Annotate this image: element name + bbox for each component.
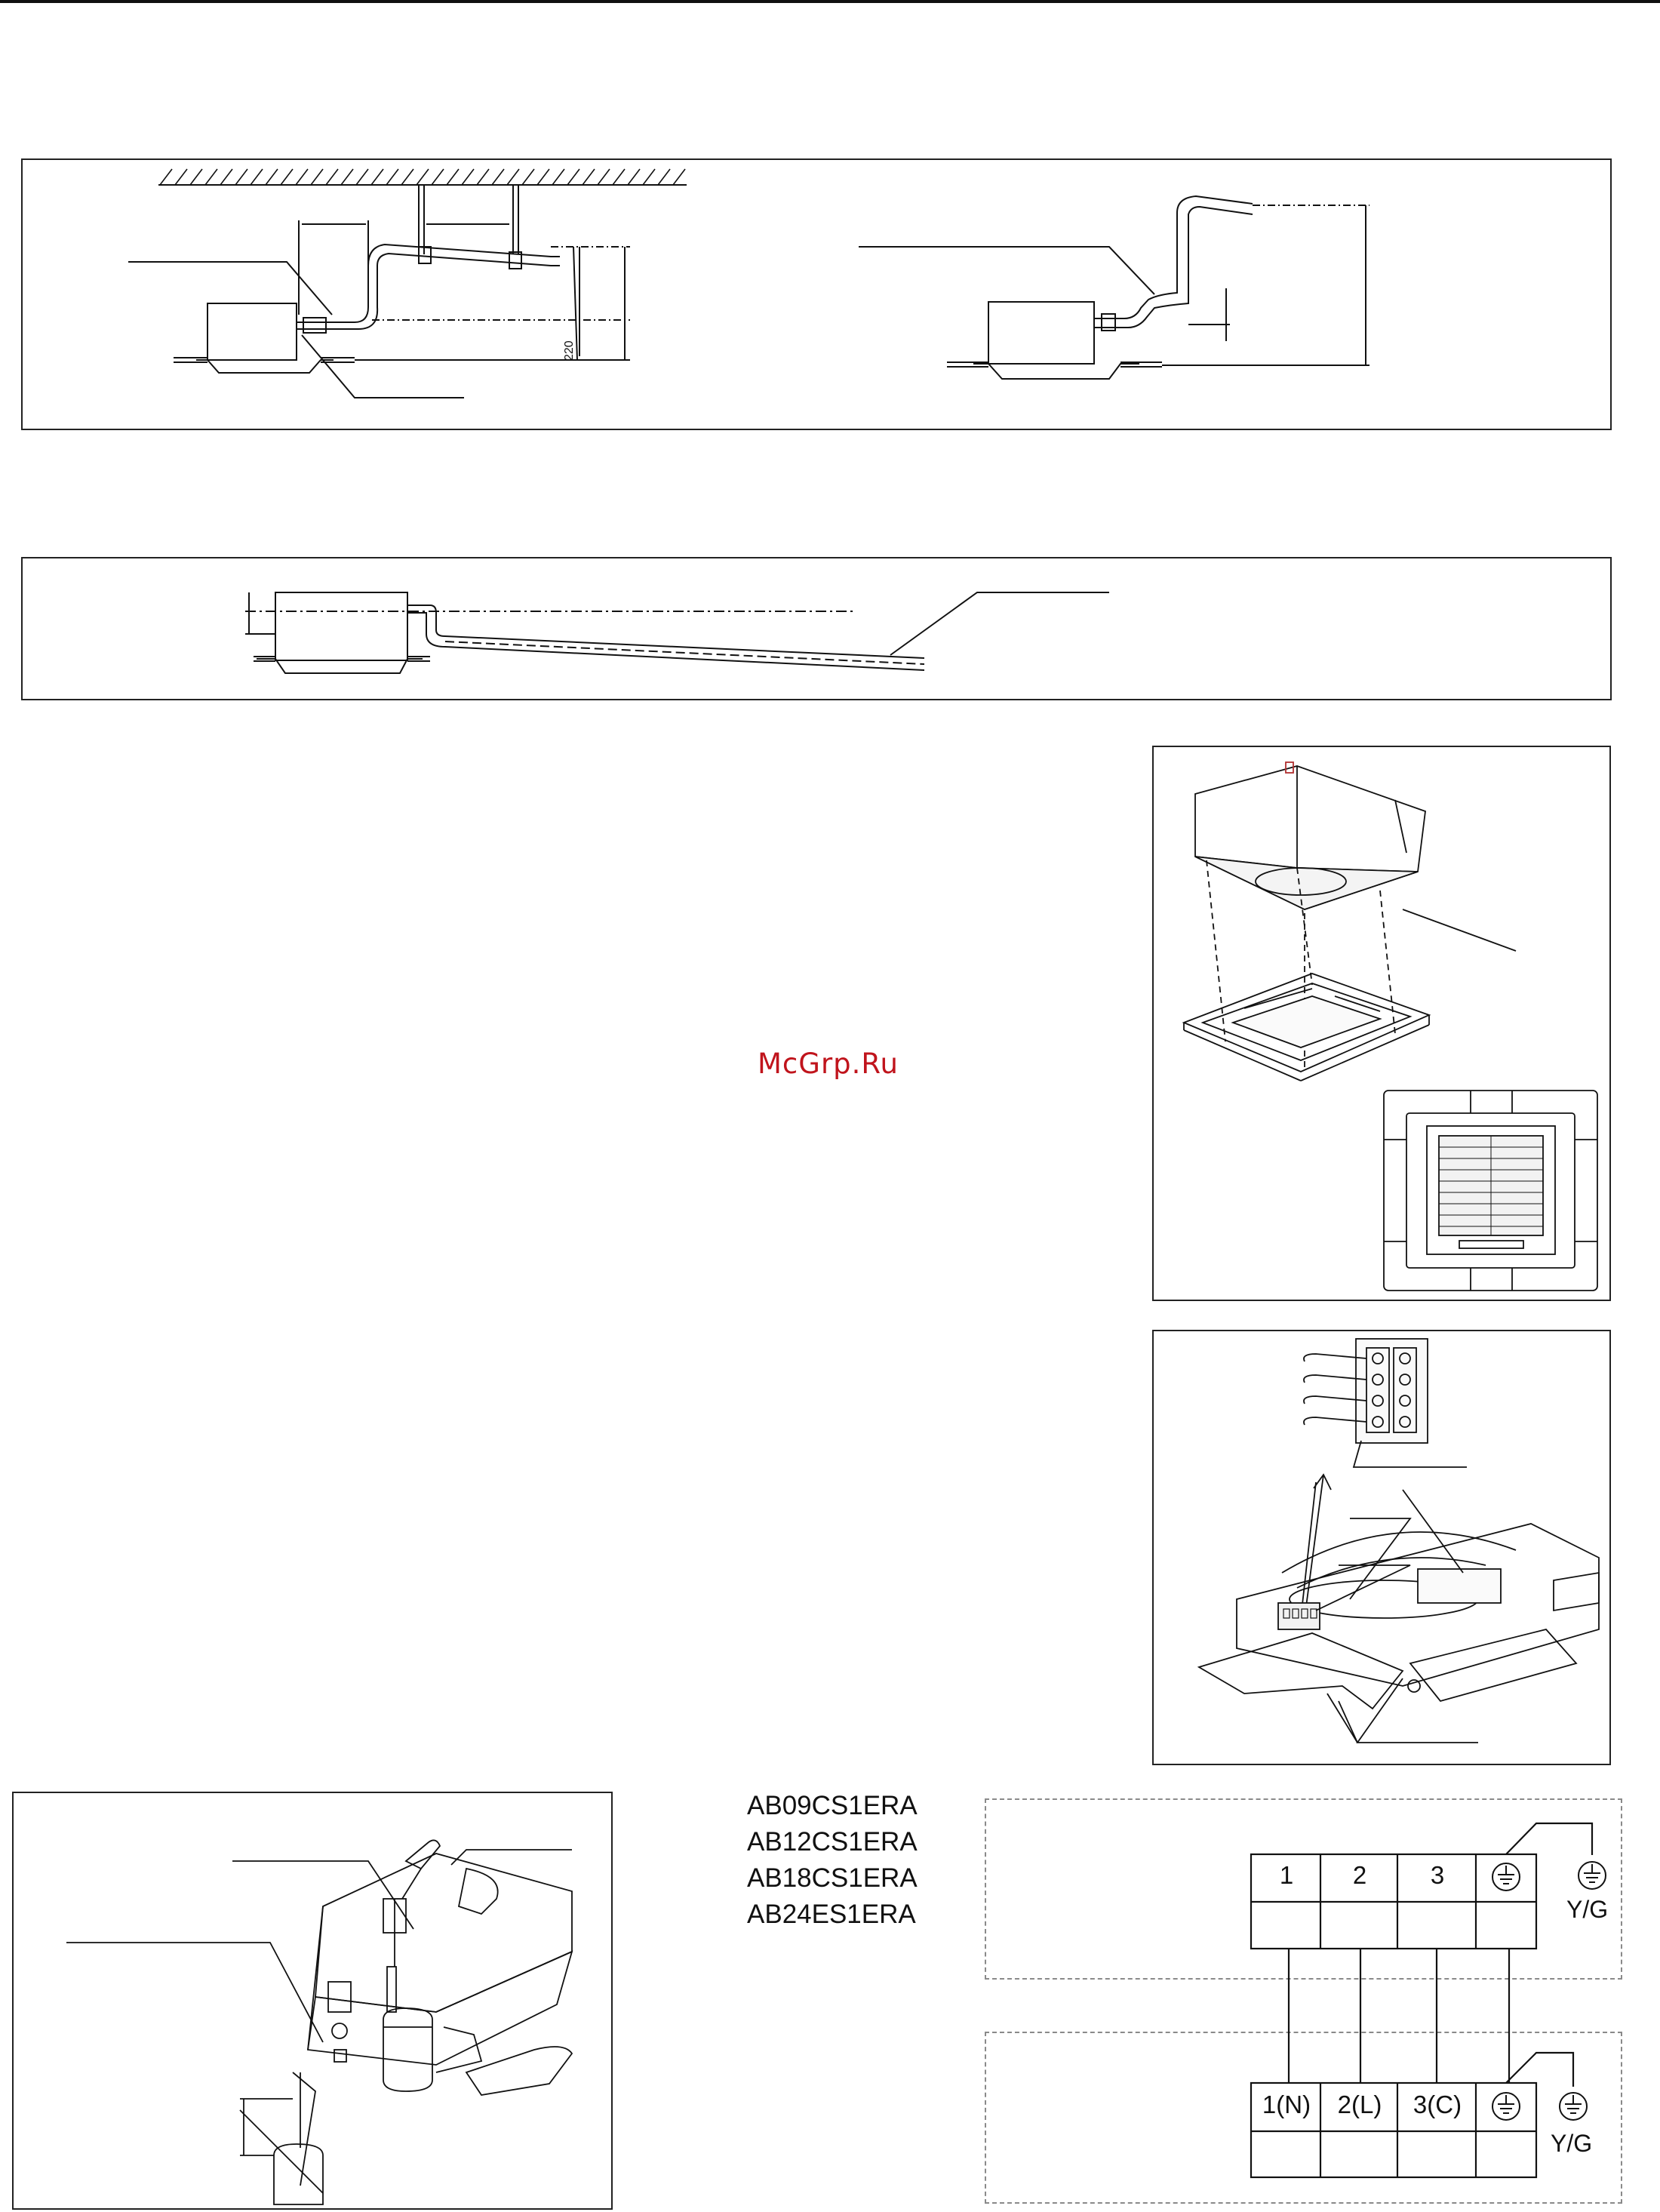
model-item: AB12CS1ERA: [747, 1827, 918, 1857]
ground-symbol-icon: [1557, 2087, 1589, 2125]
outdoor-terminal-2-label: 2(L): [1337, 2090, 1382, 2118]
outdoor-terminal-1-label: 1(N): [1262, 2090, 1311, 2118]
indoor-terminal-2-label: 2: [1352, 1861, 1367, 1889]
model-item: AB24ES1ERA: [747, 1900, 916, 1929]
ground-symbol-icon: [1490, 2087, 1522, 2125]
indoor-terminal-3-label: 3: [1430, 1861, 1445, 1889]
outdoor-terminal-3-label: 3(C): [1413, 2090, 1462, 2118]
indoor-terminal-1-label: 1: [1279, 1861, 1294, 1889]
drain-height-dimension-label: 220: [563, 340, 576, 361]
indoor-ground-label: Y/G: [1566, 1896, 1609, 1923]
model-item: AB18CS1ERA: [747, 1863, 918, 1893]
ground-symbol-icon: [1490, 1858, 1522, 1896]
watermark-text: McGrp.Ru: [758, 1048, 899, 1080]
model-item: AB09CS1ERA: [747, 1791, 918, 1820]
outdoor-ground-label: Y/G: [1551, 2130, 1593, 2157]
ground-symbol-icon: [1576, 1857, 1608, 1894]
